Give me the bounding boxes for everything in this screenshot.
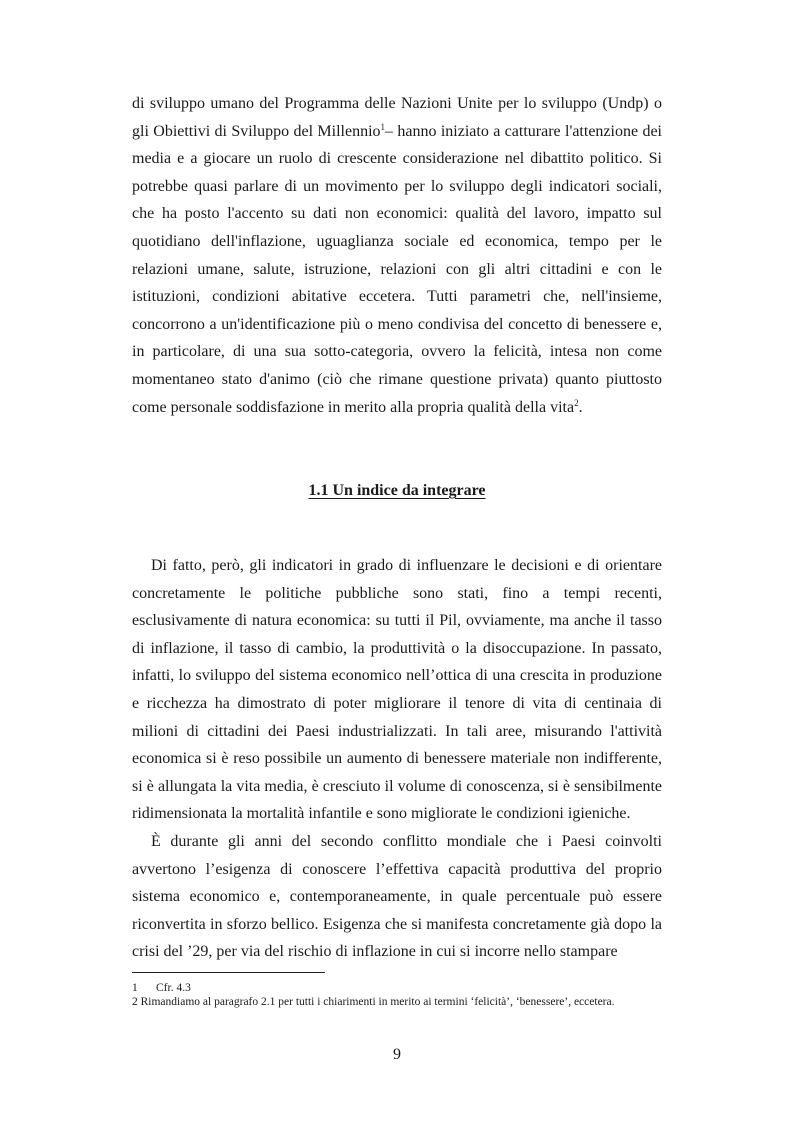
section-heading-text: 1.1 Un indice da integrare: [308, 482, 486, 499]
section-heading: [132, 479, 662, 503]
footnote-1-text: Cfr. 4.3: [156, 982, 191, 994]
page-number: 9: [393, 1046, 401, 1063]
footnote-2: [132, 996, 662, 1010]
footnote-1-number: 1: [132, 982, 138, 994]
footnote-1: [132, 982, 662, 996]
paragraph-1-text-a: di sviluppo umano del Programma delle Nazioni Unite per lo sviluppo (Undp) o gli Obiettivi di Sviluppo del Millennio: [132, 95, 662, 140]
footnote-ref-1[interactable]: 1: [380, 121, 386, 132]
footnote-2-number: 2: [132, 995, 138, 1008]
body-section-1: [132, 90, 662, 421]
footnote-divider: [132, 972, 325, 973]
paragraph-1-text-b: – hanno iniziato a catturare l'attenzione dei media e a giocare un ruolo di crescente considerazione nel dibattito politico. Si potrebbe quasi parlare di un movimento per lo sviluppo degli indicatori sociali, che ha posto l'accento su dati non economici: qualità del lavoro, impatto sul quotidiano dell'inflazione, uguaglianza sociale ed economica, tempo per le relazioni umane, salute, istruzione, relazioni con gli altri cittadini e con le istituzioni, condizioni abitative eccetera. Tutti parametri che, nell'insieme, concorrono a un'identificazione più o meno condivisa del concetto di benessere e, in particolare, di una sua sotto-categoria, ovvero la felicità, intesa non come momentaneo stato d'animo (ciò che rimane questione privata) quanto piuttosto come personale soddisfazione in merito alla propria qualità della vita: [132, 122, 662, 416]
footnote-2-text: Rimandiamo al paragrafo 2.1 per tutti i chiarimenti in merito ai termini ‘felicità’, ‘benessere’, eccetera.: [140, 995, 615, 1008]
footnote-ref-2[interactable]: 2: [574, 397, 579, 408]
body-section-2: [132, 552, 662, 966]
paragraph-1: [132, 90, 662, 421]
paragraph-1-text-c: .: [578, 398, 583, 416]
paragraph-3: È durante gli anni del secondo conflitto mondiale che i Paesi coinvolti avvertono l’esigenza di conoscere l’effettiva capacità produttiva del proprio sistema economico e, contemporaneamente, in quale percentuale può essere riconvertita in sforzo bellico. Esigenza che si manifesta concretamente già dopo la crisi del ’29, per via del rischio di inflazione in cui si incorre nello stampare: [132, 832, 662, 961]
paragraph-2: Di fatto, però, gli indicatori in grado di influenzare le decisioni e di orientare concretamente le politiche pubbliche sono stati, fino a tempi recenti, esclusivamente di natura economica: su tutti il Pil, ovviamente, ma anche il tasso di inflazione, il tasso di cambio, la produttività o la disoccupazione. In passato, infatti, lo sviluppo del sistema economico nell’ottica di una crescita in produzione e ricchezza ha dimostrato di poter migliorare il tenore di vita di centinaia di milioni di cittadini dei Paesi industrializzati. In tali aree, misurando l'attività economica si è reso possibile un aumento di benessere materiale non indifferente, si è allungata la vita media, è cresciuto il volume di conoscenza, si è sensibilmente ridimensionata la mortalità infantile e sono migliorate le condizioni igieniche.: [132, 557, 662, 823]
footnotes: [132, 982, 662, 1009]
